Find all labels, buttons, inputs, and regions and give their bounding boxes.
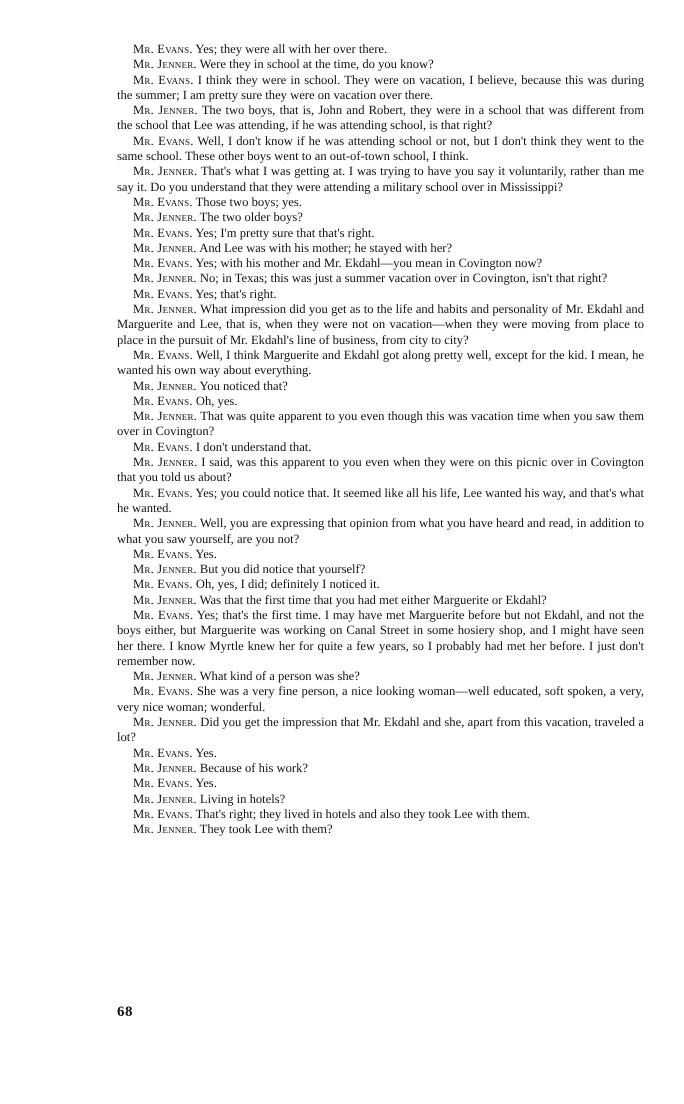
- speaker-label: Mr. Jenner.: [133, 271, 197, 286]
- speaker-label: Mr. Evans.: [133, 577, 193, 592]
- testimony-paragraph: [117, 715, 644, 746]
- testimony-paragraph: [117, 593, 644, 608]
- speaker-label: Mr. Jenner.: [133, 715, 197, 730]
- speech-text: Was that the first time that you had met either Marguerite or Ekdahl?: [199, 592, 547, 607]
- speech-text: Did you get the impression that Mr. Ekdahl and she, apart from this vacation, traveled a lot?: [117, 715, 644, 745]
- speaker-label: Mr. Jenner.: [133, 240, 197, 255]
- testimony-paragraph: [117, 608, 644, 669]
- speech-text: The two older boys?: [199, 210, 303, 225]
- speaker-label: Mr. Evans.: [133, 256, 193, 271]
- speaker-label: Mr. Jenner.: [133, 378, 197, 393]
- testimony-paragraph: [117, 73, 644, 104]
- speech-text: Yes; that's right.: [195, 286, 277, 301]
- testimony-paragraph: [117, 516, 644, 547]
- speaker-label: Mr. Evans.: [133, 806, 193, 821]
- speech-text: The two boys, that is, John and Robert, they were in a school that was different from the school that Lee was attending, if he was attending school, is that right?: [117, 103, 645, 133]
- speaker-label: Mr. Jenner.: [133, 210, 197, 225]
- testimony-paragraph: [117, 241, 644, 256]
- speech-text: But you did notice that yourself?: [199, 562, 366, 577]
- testimony-paragraph: [117, 226, 644, 241]
- speaker-label: Mr. Evans.: [133, 607, 194, 622]
- speech-text: Yes; with his mother and Mr. Ekdahl—you mean in Covington now?: [195, 256, 543, 271]
- speaker-label: Mr. Jenner.: [133, 822, 197, 837]
- testimony-paragraph: [117, 547, 644, 562]
- testimony-paragraph: [117, 776, 644, 791]
- speech-text: Well, you are expressing that opinion from what you have heard and read, in addition to what you saw yourself, are you not?: [117, 516, 645, 546]
- speaker-label: Mr. Evans.: [133, 776, 193, 791]
- speaker-label: Mr. Jenner.: [133, 164, 198, 179]
- speech-text: Yes.: [195, 776, 217, 791]
- speech-text: What impression did you get as to the life and habits and personality of Mr. Ekdahl and Marguerite and Lee, that is, when they were not on vacation—when they were moving from place to place in the pursuit of Mr. Ekdahl's line of business, from city to city?: [117, 302, 645, 347]
- testimony-paragraph: [117, 271, 644, 286]
- speech-text: I think they were in school. They were on vacation, I believe, because this was during the summer; I am pretty sure they were on vacation over there.: [117, 72, 644, 102]
- testimony-paragraph: [117, 761, 644, 776]
- speaker-label: Mr. Jenner.: [133, 669, 197, 684]
- speaker-label: Mr. Jenner.: [133, 409, 198, 424]
- testimony-paragraph: [117, 792, 644, 807]
- speech-text: Because of his work?: [199, 760, 308, 775]
- testimony-paragraph: [117, 394, 644, 409]
- speech-text: Those two boys; yes.: [195, 194, 302, 209]
- page-number: 68: [117, 1004, 133, 1020]
- speaker-label: Mr. Jenner.: [133, 57, 197, 72]
- speech-text: No; in Texas; this was just a summer vacation over in Covington, isn't that right?: [199, 271, 608, 286]
- testimony-paragraph: [117, 669, 644, 684]
- speech-text: Well, I don't know if he was attending school or not, but I don't think they went to the same school. These other boys went to an out-of-town school, I think.: [117, 133, 644, 164]
- speech-text: That's what I was getting at. I was trying to have you say it voluntarily, rather than me say it. Do you understand that they were attending a military school over in Mississippi?: [117, 164, 644, 194]
- speaker-label: Mr. Evans.: [133, 546, 193, 561]
- testimony-paragraph: [117, 807, 644, 822]
- speech-text: They took Lee with them?: [199, 822, 333, 837]
- speech-text: Well, I think Marguerite and Ekdahl got along pretty well, except for the kid. I mean, he wanted his own way about everything.: [117, 347, 644, 378]
- speaker-label: Mr. Evans.: [133, 133, 194, 148]
- speaker-label: Mr. Jenner.: [133, 760, 197, 775]
- testimony-paragraph: [117, 486, 644, 517]
- testimony-paragraph: [117, 348, 644, 379]
- speech-text: I don't understand that.: [195, 439, 312, 454]
- speaker-label: Mr. Jenner.: [133, 302, 197, 317]
- speaker-label: Mr. Jenner.: [133, 592, 197, 607]
- testimony-paragraph: [117, 409, 644, 440]
- speech-text: I said, was this apparent to you even when they were on this picnic over in Covington that you told us about?: [117, 455, 644, 485]
- speech-text: Yes.: [195, 745, 217, 760]
- testimony-paragraph: [117, 822, 644, 837]
- speaker-label: Mr. Evans.: [133, 194, 193, 209]
- speaker-label: Mr. Evans.: [133, 439, 193, 454]
- testimony-paragraph: [117, 256, 644, 271]
- speaker-label: Mr. Evans.: [133, 745, 193, 760]
- testimony-paragraph: [117, 164, 644, 195]
- speech-text: Were they in school at the time, do you know?: [199, 57, 434, 72]
- speech-text: She was a very fine person, a nice looking woman—well educated, soft spoken, a very, very nice woman; wonderful.: [117, 684, 644, 714]
- speech-text: Yes; you could notice that. It seemed like all his life, Lee wanted his way, and that's what he wanted.: [117, 485, 644, 515]
- testimony-paragraph: [117, 287, 644, 302]
- speech-text: And Lee was with his mother; he stayed with her?: [199, 240, 453, 255]
- transcript-body: [117, 42, 644, 837]
- speaker-label: Mr. Evans.: [133, 485, 193, 500]
- speaker-label: Mr. Evans.: [133, 286, 193, 301]
- testimony-paragraph: [117, 577, 644, 592]
- testimony-paragraph: [117, 455, 644, 486]
- speech-text: Oh, yes, I did; definitely I noticed it.: [195, 577, 380, 592]
- speech-text: You noticed that?: [199, 378, 288, 393]
- speaker-label: Mr. Jenner.: [133, 562, 197, 577]
- testimony-paragraph: [117, 746, 644, 761]
- speaker-label: Mr. Evans.: [133, 393, 193, 408]
- speech-text: That was quite apparent to you even though this was vacation time when you saw them over in Covington?: [117, 409, 644, 439]
- speech-text: Living in hotels?: [199, 791, 286, 806]
- speaker-label: Mr. Jenner.: [133, 516, 197, 531]
- speaker-label: Mr. Jenner.: [133, 103, 198, 118]
- speaker-label: Mr. Evans.: [133, 42, 193, 56]
- testimony-paragraph: [117, 684, 644, 715]
- testimony-paragraph: [117, 57, 644, 72]
- speech-text: What kind of a person was she?: [199, 669, 360, 684]
- speaker-label: Mr. Jenner.: [133, 455, 198, 470]
- testimony-paragraph: [117, 134, 644, 165]
- testimony-paragraph: [117, 42, 644, 57]
- speech-text: Yes.: [195, 546, 217, 561]
- testimony-paragraph: [117, 103, 644, 134]
- speaker-label: Mr. Jenner.: [133, 791, 197, 806]
- speaker-label: Mr. Evans.: [133, 72, 194, 87]
- speaker-label: Mr. Evans.: [133, 347, 193, 362]
- testimony-paragraph: [117, 379, 644, 394]
- testimony-paragraph: [117, 302, 644, 348]
- speech-text: Oh, yes.: [195, 393, 238, 408]
- speech-text: Yes; I'm pretty sure that that's right.: [195, 225, 375, 240]
- speech-text: Yes; that's the first time. I may have met Marguerite before but not Ekdahl, and not the boys either, but Marguerite was working on Canal Street in some hosiery shop, and I might have seen her there. I know Myrtle knew her for quite a few years, so I probably had met her before. I just don't remember now.: [117, 607, 644, 668]
- speaker-label: Mr. Evans.: [133, 225, 193, 240]
- testimony-paragraph: [117, 440, 644, 455]
- testimony-paragraph: [117, 195, 644, 210]
- testimony-paragraph: [117, 210, 644, 225]
- speaker-label: Mr. Evans.: [133, 684, 194, 699]
- speech-text: Yes; they were all with her over there.: [195, 42, 388, 56]
- testimony-paragraph: [117, 562, 644, 577]
- speech-text: That's right; they lived in hotels and also they took Lee with them.: [195, 806, 530, 821]
